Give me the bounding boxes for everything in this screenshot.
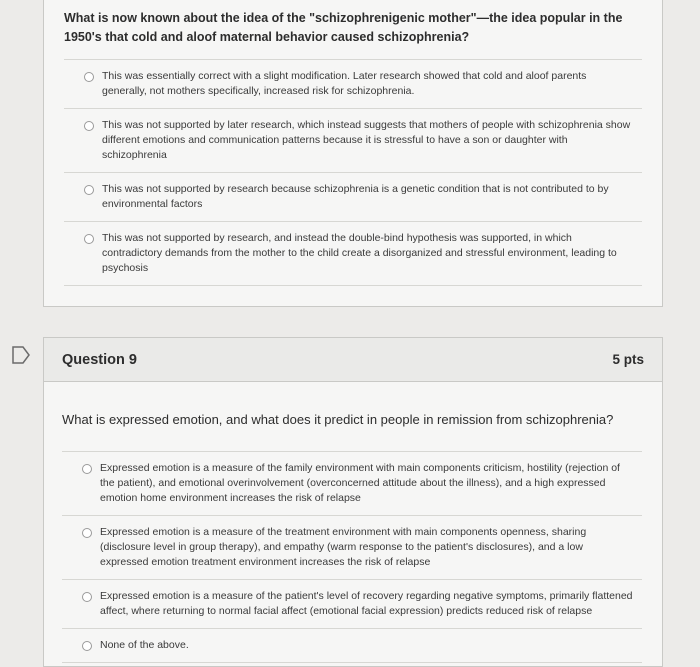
radio-unselected-icon[interactable] [82, 641, 92, 651]
question-8-answers [64, 59, 642, 286]
answer-option[interactable] [62, 579, 642, 628]
radio-unselected-icon[interactable] [82, 464, 92, 474]
flag-outline-icon[interactable] [11, 345, 33, 365]
answer-option[interactable] [64, 221, 642, 286]
question-title: Question 9 [62, 351, 137, 368]
radio-unselected-icon[interactable] [84, 121, 94, 131]
answer-option[interactable] [64, 59, 642, 108]
answer-label: Expressed emotion is a measure of the patient's level of recovery regarding negative symptoms, primarily flattened affect, where returning to normal facial affect (emotional facial expression) predicts reduced risk of relapse [100, 590, 633, 617]
answer-label: Expressed emotion is a measure of the family environment with main components criticism, hostility (rejection of the patient), and emotional overinvolvement (overconcerned attitude about the illness), and a high expressed emotion home environment increases the risk of relapse [100, 462, 620, 504]
question-points: 5 pts [612, 352, 644, 367]
radio-unselected-icon[interactable] [82, 592, 92, 602]
question-9-body [44, 382, 662, 663]
question-9-answers [62, 451, 642, 663]
answer-label: None of the above. [100, 639, 189, 651]
answer-option[interactable] [62, 451, 642, 515]
answer-label: This was essentially correct with a slight modification. Later research showed that cold and aloof parents generally, not mothers specifically, increased risk for schizophrenia. [102, 70, 587, 97]
radio-unselected-icon[interactable] [84, 72, 94, 82]
question-9-card [43, 337, 663, 667]
answer-label: This was not supported by research, and instead the double-bind hypothesis was supported, in which contradictory demands from the mother to the child create a disorganized and stressful environment, leading to psychosis [102, 232, 617, 274]
answer-label: This was not supported by later research, which instead suggests that mothers of people with schizophrenia show different emotions and communication patterns because it is stressful to have a son or daughter with schizophrenia [102, 119, 631, 161]
radio-unselected-icon[interactable] [84, 185, 94, 195]
radio-unselected-icon[interactable] [82, 528, 92, 538]
question-9-text: What is expressed emotion, and what does it predict in people in remission from schizophrenia? [62, 412, 614, 427]
answer-option[interactable] [64, 172, 642, 221]
radio-unselected-icon[interactable] [84, 234, 94, 244]
question-8-card [43, 0, 663, 307]
question-8-text: What is now known about the idea of the "schizophrenigenic mother"—the idea popular in the 1950's that cold and aloof maternal behavior caused schizophrenia? [64, 11, 623, 44]
answer-option[interactable] [64, 108, 642, 172]
question-9-header [44, 338, 662, 382]
answer-label: This was not supported by research because schizophrenia is a genetic condition that is not contributed to by environmental factors [102, 183, 609, 210]
answer-option[interactable] [62, 628, 642, 663]
answer-option[interactable] [62, 515, 642, 579]
answer-label: Expressed emotion is a measure of the treatment environment with main components openness, sharing (disclosure level in group therapy), and empathy (warm response to the patient's disclosures), and a low expressed emotion treatment environment increases the risk of relapse [100, 526, 587, 568]
